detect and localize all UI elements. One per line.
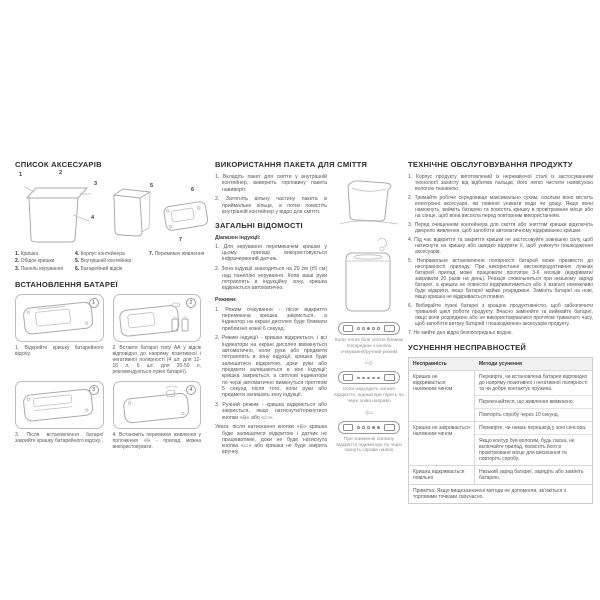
table-footnote: Примітка: Якщо вищезазначені методи не допомогли, зв'яжіться з торговими точками своєчасно. — [409, 484, 592, 503]
maintenance-item-1: 1. Корпус продукту виготовлений із нержавіючої сталі із застосуванням технології захисту від відбитків пальців, його легко чистити напівсухою вологою тканиною. — [408, 174, 593, 193]
troubleshooting-heading: УСУНЕННЯ НЕСПРАВНОСТЕЙ — [408, 342, 527, 352]
battery-step-1-caption: 1. Відкрийте кришку батарейного відсіку. — [15, 345, 104, 358]
maintenance-item-5: 5. Неправильне встановлення полярності батарей може призвести до несправності приладу. При використанні високопродуктивних лужних батарей прилад може працювати протягом 3-6 місяців (відкривати/закривати 20 разів на день). Реакція сповільниться при низькому заряді батареї, а кришка не повністю відкриватиметься або її взагалі неможливо буде відкрити, якщо батареї майже розряджені. Замініть батареї на нові, якщо кришка не відкривається плавно. — [408, 257, 593, 301]
col-header-methods: Методи усунення — [479, 360, 522, 367]
indicator-caption-standby: Коли тепле біле світло блимає посередині з кнопок очікування/ручний режим — [334, 338, 404, 355]
table-row — [409, 465, 592, 484]
step-number-4: 4 — [186, 385, 196, 395]
step-number-1: 1 — [89, 298, 99, 308]
battery-step-4-caption: 4. Встановіть перемикач живлення у положення «І» - прилад можна використовувати. — [112, 432, 201, 451]
col-header-problem: Несправність — [413, 360, 447, 367]
label-container-body: 4. Корпус контейнера — [75, 251, 125, 257]
usage-text-block — [215, 174, 327, 459]
accessories-diagrams — [15, 170, 201, 247]
battery-step-3-caption: 3. Після встановлення батареї закрийте кришку батарейного відсіку. — [15, 432, 104, 445]
label-control-panel: 3. Панель керування — [15, 265, 64, 272]
battery-step-1-figure — [15, 294, 104, 342]
battery-step-3-figure — [15, 381, 104, 429]
callout-5: 5 — [150, 183, 154, 189]
column-usage — [215, 160, 404, 459]
indicator-caption-opening: Коли надходить сигнал відкриття, індикатори горять по черзі зліва направо — [334, 387, 404, 404]
general-info-heading: ЗАГАЛЬНІ ВІДОМОСТІ — [215, 221, 303, 231]
maintenance-item-4: 4. Під час відкриття та закриття кришки не застосовуйте зовнішню силу, щоб натиснути на кришку або швидко відкрити її, щоб уникнути пошкодження аксесуарів. — [408, 236, 593, 255]
open-button-icon — [343, 424, 353, 431]
bag-usage-item-1: 1. Вкладіть пакет для сміття у внутрішній контейнер, виверніть горловину пакета навиворіт. — [215, 174, 327, 193]
close-button-icon — [384, 325, 395, 332]
open-button-icon — [343, 325, 353, 332]
accessories-labels — [15, 251, 205, 273]
modes-label: Режими: — [215, 297, 237, 304]
column-accessories — [15, 160, 205, 451]
maintenance-heading: ТЕХНІЧНЕ ОБСЛУГОВУВАННЯ ПРОДУКТУ — [408, 160, 573, 169]
callout-7: 7 — [179, 237, 183, 243]
step-number-2: 2 — [186, 298, 196, 308]
indicator-panel-standby — [338, 322, 400, 335]
methods-cell — [475, 371, 592, 421]
maintenance-item-2: 2. Тримайте робоче середовище максимально сухим, оскільки воно містить електронні аксесуари, які повинні уникати води чи дощу. Якщо вони намокнуть, вийміть батарею та помістіть кришку в провітрюване місце або на сонце, щоб вона висохла перед повторним використанням. — [408, 194, 593, 220]
maintenance-item-6: 6. Вибирайте лужні батареї з кращою продуктивністю, щоб забезпечити тривалий цикл роботи продукту. Вчасно заміняйте та виймайте батареї, якщо вони розряджені або не використовувалися протягом тривалого часу, щоб запобігти витоку батарей і пошкодженню аксесуарів продукту. — [408, 302, 593, 328]
problem-cell: Кришка не відкривається належним чином — [409, 371, 475, 421]
battery-step-2-figure — [113, 294, 202, 342]
battery-step-4 — [113, 381, 202, 450]
table-row — [409, 370, 592, 421]
trash-can-diagram — [17, 181, 99, 245]
label-power-switch: 7. Перемикач живлення — [149, 251, 205, 257]
troubleshooting-table — [408, 357, 593, 504]
label-lid-rim: 2. Обідок кришки — [15, 258, 55, 265]
arrow-right-icon: ⇨ — [364, 358, 374, 370]
bag-in-container-diagram — [338, 174, 400, 228]
mode-induction: 2. Режим індукції - кришка відкриється, і всі індикатори на екрані дисплея ввімкнуться автоматично, коли руки або предмети потраплять в зону індукції; кришка буде залишатися відкритою, доки руки або предмети залишаються в зоні індукції; кришка закриється, а світлові індикатори по черзі автоматично вимкнуться протягом 5 секунд після того, коли руки або предмети залишать зону індукції. — [215, 335, 327, 399]
bag-usage-item-2: 2. Затягніть вільну частину пакета в приймальне кільце, а потім помістіть внутрішній контейнер у відро для сміття. — [215, 196, 327, 215]
induction-range-label: Діапазон індукції: — [215, 234, 261, 241]
modes-warning-note: Увага: після натискання кнопки «⊟» кришка буде залишатися відкритою і датчик не працюватиме, доки не буде натиснута кнопка «▭» або кришка не буде закрита вручну. — [215, 424, 327, 456]
battery-step-2-caption: 2. Вставте батареї типу АА у відсік відповідно до напряму позитивної і негативної полярності (4 шт. для 12-16 л, 6 шт. для 20-50 л, рекомендуються лужні батареї). — [112, 345, 201, 376]
maintenance-list — [408, 174, 593, 336]
callout-6: 6 — [191, 187, 195, 193]
battery-heading: ВСТАНОВЛЕННЯ БАТАРЕЇ — [15, 280, 118, 290]
methods-cell — [475, 422, 592, 465]
indicator-caption-closing: При зникненні сигналу відкриття індикатори по черзі гаснуть справа наліво — [336, 436, 402, 454]
problem-cell: Кришка не закривається належним чином — [409, 422, 475, 465]
table-row — [409, 421, 592, 465]
battery-step-1 — [15, 294, 104, 375]
column-maintenance — [408, 160, 593, 504]
callout-3: 3 — [94, 181, 98, 187]
methods-cell — [475, 466, 592, 484]
label-lid: 1. Кришка — [15, 251, 39, 257]
callout-2: 2 — [59, 170, 63, 176]
inner-container-diagram — [109, 185, 155, 243]
method-text: Низький заряд батареї, зарядіть або замініть батарею. — [479, 468, 584, 481]
battery-step-2 — [113, 294, 202, 375]
close-button-icon — [384, 374, 395, 381]
induction-item-2: 2. Зона індукції знаходиться на 20 см (±5 см) над панеллю керування. Коли ваші руки потраплять в індукційну зону, кришка відкриється автоматично. — [215, 266, 327, 292]
bag-usage-heading: ВИКОРИСТАННЯ ПАКЕТА ДЛЯ СМІТТЯ — [215, 160, 368, 169]
method-text: Повторіть спробу через 10 секунд. — [475, 408, 592, 421]
maintenance-item-3: 3. Перед очищенням контейнера для сміття або зняттям кришки відключіть джерело живлення, щоб запобігти автоматичному відкриванню кришки. — [408, 221, 593, 234]
battery-base-diagram — [161, 195, 211, 239]
method-text: Якщо контур був вологим, будь ласка, не включайте прилад, помістіть його в провітрюване місце для висихання та повторіть спробу. — [475, 434, 592, 465]
indicator-panel-closing — [338, 421, 400, 434]
mode-manual: 3. Ручний режим - кришка відкриється або закриється, якщо натиснути/торкнутися кнопки «⊟» або «▭». — [215, 401, 327, 421]
usage-illustrations — [334, 174, 404, 459]
open-button-icon — [343, 374, 353, 381]
trash-can-illustration — [338, 233, 400, 315]
problem-cell: Кришка відкривається повільно — [409, 466, 475, 484]
label-inner-container: 5. Внутрішній контейнер — [75, 258, 132, 265]
method-text: Переконайтеся, що живлення ввімкнено. — [475, 395, 592, 408]
label-battery-compartment: 6. Батарейний відсік — [75, 265, 123, 272]
arrow-left-icon: ⇦ — [364, 407, 374, 419]
maintenance-item-7: 7. Не мийте дно відра безпосередньо водою. — [408, 329, 513, 336]
battery-step-3 — [15, 381, 104, 450]
close-button-icon — [384, 424, 395, 431]
method-text: Перевірте, чи немає перешкод у зоні сенсора. — [479, 424, 587, 431]
accessories-heading: СПИСОК АКСЕСУАРІВ — [15, 160, 102, 169]
induction-item-1: 1. Для керування перемикачем кришки у цьому приладі використовується інфрачервоний датчик. — [215, 243, 327, 263]
callout-4: 4 — [91, 215, 95, 221]
callout-1: 1 — [19, 172, 23, 178]
table-header-row — [409, 358, 592, 370]
mode-standby: 1. Режим очікування - після відкриття перемикача кришка закриється, а індикатор на екрані дисплея буде блимати приблизно кожні 6 секунд. — [215, 306, 327, 332]
indicator-panel-opening — [338, 371, 400, 384]
battery-steps-grid — [15, 294, 201, 450]
method-text: Перевірте, чи встановлена батарея відповідно до напряму позитивної і негативної полярності та чи добре контактує пружина. — [479, 373, 588, 392]
battery-step-4-figure — [113, 381, 202, 429]
step-number-3: 3 — [89, 385, 99, 395]
